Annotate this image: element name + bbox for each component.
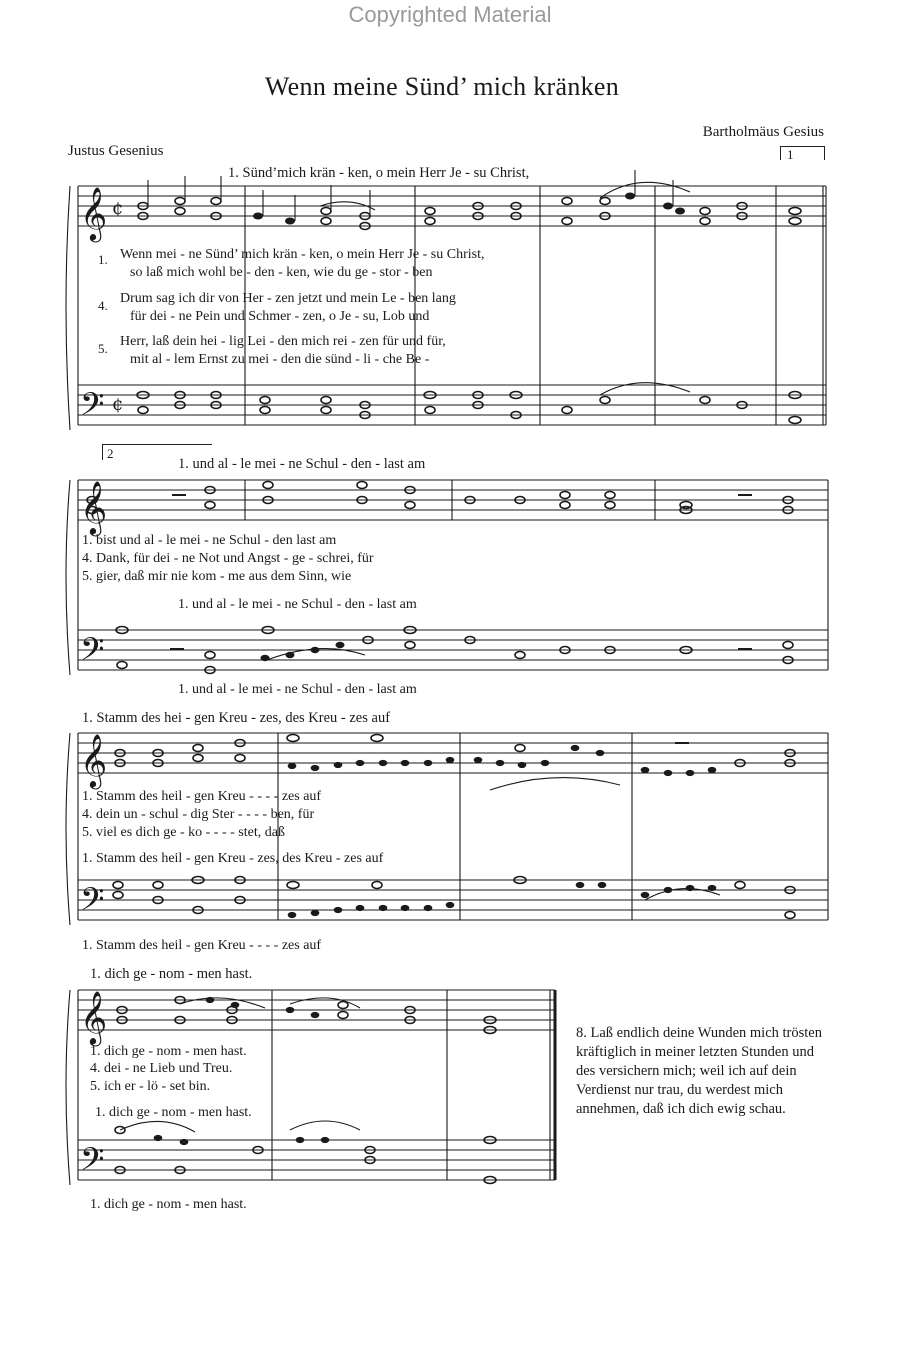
system2-bass-staff <box>78 630 828 670</box>
svg-text:𝄢: 𝄢 <box>80 881 105 925</box>
verse-5-number: 5. <box>98 341 108 356</box>
svg-text:𝄞: 𝄞 <box>80 480 108 534</box>
system1-treble-staff <box>78 186 826 226</box>
system1-lyric-line-1: Wenn mei - ne Sünd’ mich krän - ken, o mein Herr Je - su Christ, <box>120 247 485 262</box>
common-time-icon: ¢ <box>112 198 124 219</box>
system2-treble-staff <box>78 480 828 520</box>
system4-lyric-line-2: 4. dei - ne Lieb und Treu. <box>90 1061 233 1076</box>
system3-lyric-line-1: 1. Stamm des heil - gen Kreu - - - - zes auf <box>82 789 322 804</box>
svg-text:𝄢: 𝄢 <box>80 631 105 675</box>
system3-lyric-line-3: 5. viel es dich ge - ko - - - - stet, daß <box>82 825 285 840</box>
composer-credit: Bartholmäus Gesius <box>702 124 824 140</box>
system4-bass-lyrics: 1. dich ge - nom - men hast. <box>90 1197 247 1212</box>
treble-clef-icon: 𝄞 <box>80 186 108 240</box>
system3-bass-lyrics: 1. Stamm des heil - gen Kreu - - - - zes auf <box>82 938 322 953</box>
verse-1-number: 1. <box>98 252 108 267</box>
system4-lyric-line-3: 5. ich er - lö - set bin. <box>90 1079 211 1094</box>
system3-lyric-line-2: 4. dein un - schul - dig Ster - - - - ben, für <box>82 807 315 822</box>
system2-lyric-line-2: 4. Dank, für dei - ne Not und Angst - ge - schrei, für <box>82 551 374 566</box>
svg-text:𝄞: 𝄞 <box>80 990 108 1044</box>
system3-treble-staff <box>78 733 828 773</box>
system4-top-lyrics: 1. dich ge - nom - men hast. <box>90 966 253 982</box>
system3-top-lyrics: 1. Stamm des hei - gen Kreu - zes, des Kreu - zes auf <box>82 710 391 726</box>
system4-tenor-lyrics: 1. dich ge - nom - men hast. <box>95 1105 252 1120</box>
bass-clef-icon: 𝄢 <box>80 386 105 430</box>
svg-text:¢: ¢ <box>112 394 124 415</box>
system2-lyric-line-1: 1. bist und al - le mei - ne Schul - den last am <box>82 533 337 548</box>
system1-lyric-line-2: so laß mich wohl be - den - ken, wie du ge - stor - ben <box>130 265 433 280</box>
system2-lyric-line-3: 5. gier, daß mir nie kom - me aus dem Sinn, wie <box>82 569 352 584</box>
system4-lyric-line-1: 1. dich ge - nom - men hast. <box>90 1044 247 1059</box>
system2-top-lyrics: 1. und al - le mei - ne Schul - den - last am <box>178 456 426 472</box>
system1-lyric-line-4: für dei - ne Pein und Schmer - zen, o Je - su, Lob und <box>130 309 430 324</box>
copyright-watermark: Copyrighted Material <box>348 2 552 27</box>
system1-top-lyrics: 1. Sünd’mich krän - ken, o mein Herr Je - su Christ, <box>228 165 530 181</box>
system2-bass-lyrics: 1. und al - le mei - ne Schul - den - last am <box>178 682 417 697</box>
verse-4-number: 4. <box>98 298 108 313</box>
author-credit: Justus Gesenius <box>68 143 164 159</box>
system2-tenor-lyrics: 1. und al - le mei - ne Schul - den - last am <box>178 597 417 612</box>
first-ending-bracket: 1 <box>780 146 825 160</box>
system3-tenor-lyrics: 1. Stamm des heil - gen Kreu - zes, des Kreu - zes auf <box>82 851 384 866</box>
system4-bass-staff <box>78 1140 555 1180</box>
svg-text:𝄢: 𝄢 <box>80 1141 105 1185</box>
system1-lyric-line-5: Herr, laß dein hei - lig Lei - den mich rei - zen für und für, <box>120 334 446 349</box>
system3-bass-staff <box>78 880 828 920</box>
svg-text:𝄞: 𝄞 <box>80 733 108 787</box>
verse-8-text: 8. Laß endlich deine Wunden mich trösten kräftiglich in meiner letzten Stunden und des versichern mich; weil ich auf dein Verdienst nur trau, du werdest mich annehmen, daß ich dich ewig schau. <box>576 1025 822 1117</box>
system4-treble-staff <box>78 990 555 1030</box>
system1-bass-staff <box>78 385 826 425</box>
hymn-title: Wenn meine Sünd’ mich kränken <box>264 72 620 101</box>
system1-lyric-line-3: Drum sag ich dir von Her - zen jetzt und mein Le - ben lang <box>120 291 456 306</box>
second-ending-bracket: 2 <box>102 444 212 460</box>
system1-lyric-line-6: mit al - lem Ernst zu mei - den die sünd - li - che Be - <box>130 352 430 367</box>
